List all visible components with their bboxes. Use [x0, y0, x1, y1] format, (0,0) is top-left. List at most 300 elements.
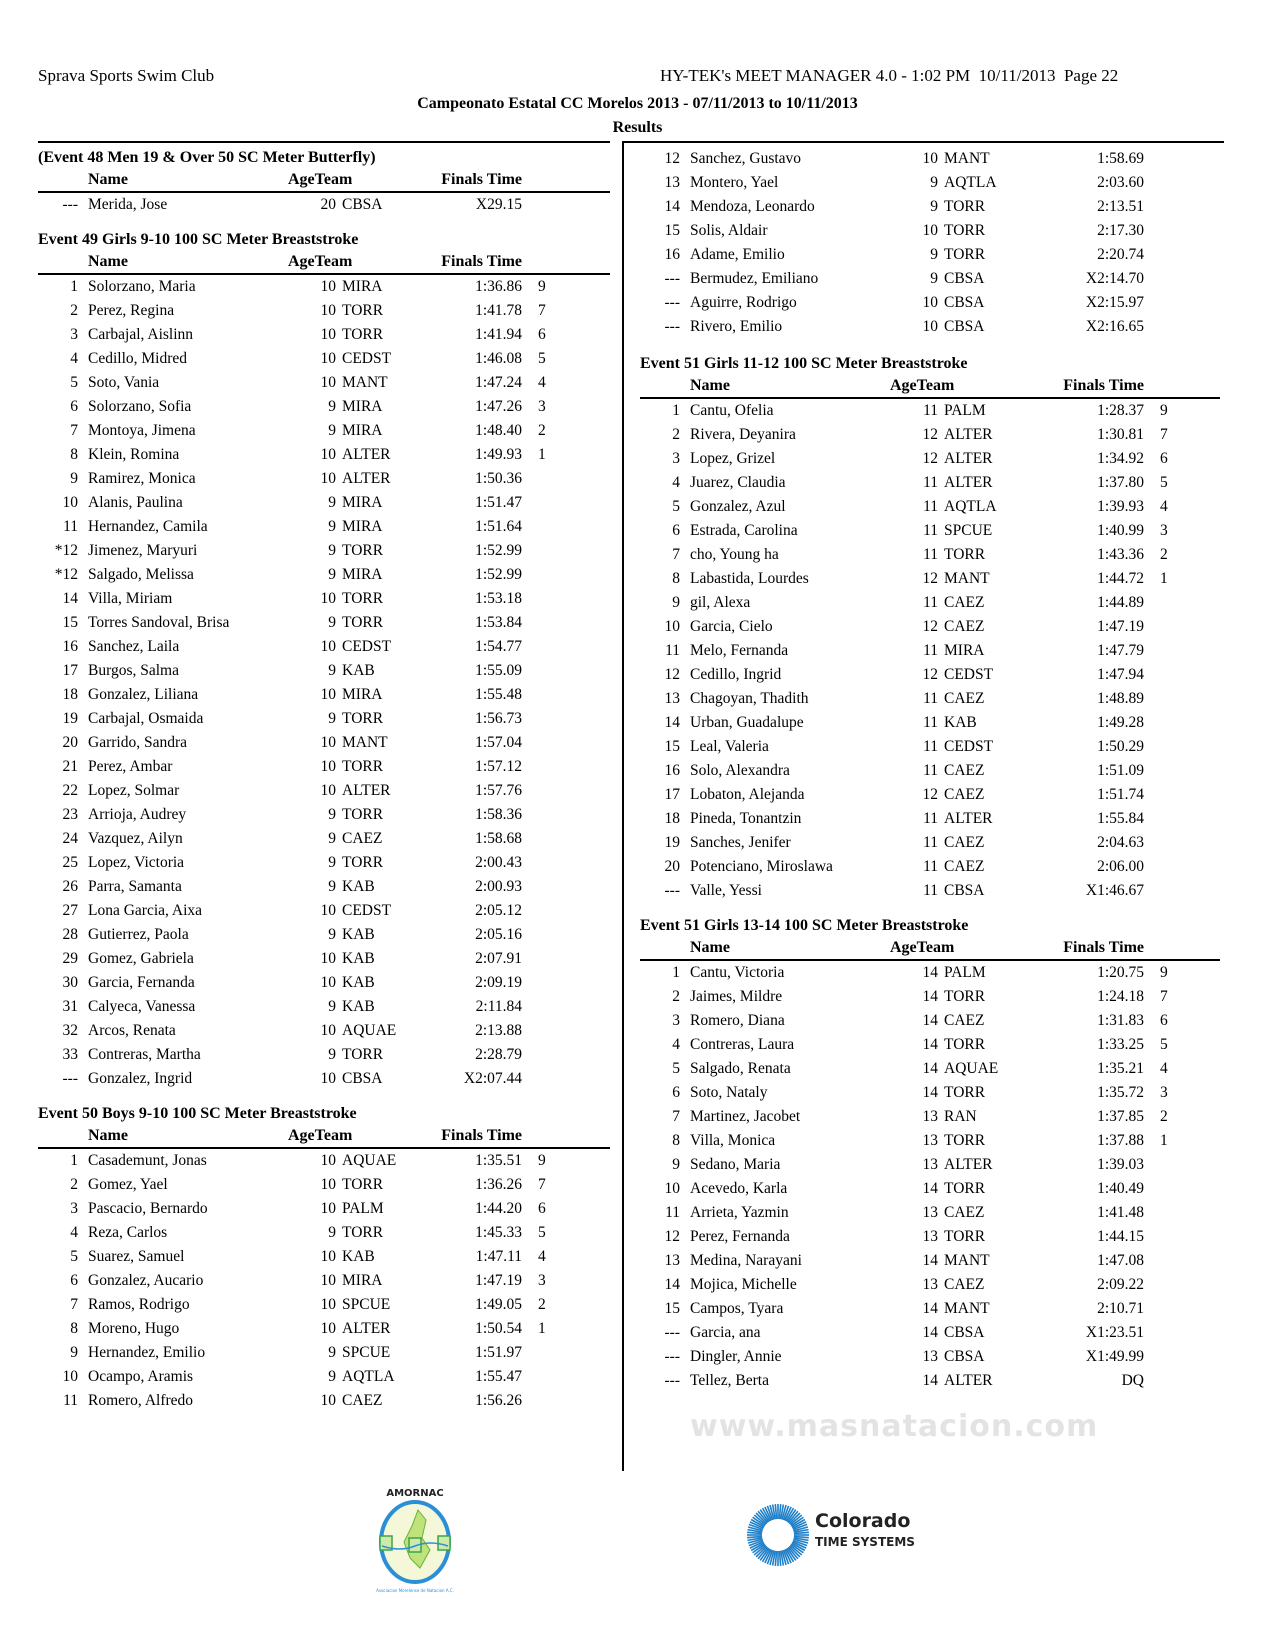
header-finals-time: Finals Time: [441, 253, 522, 270]
age: 10: [320, 470, 336, 487]
points: 4: [538, 1248, 546, 1265]
swimmer-name: Vazquez, Ailyn: [88, 830, 183, 847]
points: [1160, 879, 1184, 903]
swimmer-name: Torres Sandoval, Brisa: [88, 614, 230, 631]
result-row: [640, 315, 1220, 339]
age: 10: [320, 734, 336, 751]
age: 13: [922, 1276, 938, 1293]
team: CAEZ: [944, 858, 985, 875]
team: TORR: [342, 1176, 384, 1193]
age: 11: [923, 858, 938, 875]
age: 10: [320, 278, 336, 295]
age: 12: [922, 666, 938, 683]
team: TORR: [342, 806, 384, 823]
result-row: [38, 1043, 610, 1067]
place: 15: [664, 222, 680, 239]
team: TORR: [944, 198, 986, 215]
result-row: [38, 1067, 610, 1091]
finals-time: 1:44.15: [1097, 1228, 1144, 1245]
team: TORR: [944, 1132, 986, 1149]
points: 6: [1160, 450, 1168, 467]
team: ALTER: [944, 426, 993, 443]
finals-time: DQ: [1121, 1372, 1144, 1389]
points: 6: [538, 1200, 546, 1217]
swimmer-name: Pineda, Tonantzin: [690, 810, 802, 827]
finals-time: 1:40.99: [1097, 522, 1144, 539]
team: CBSA: [944, 882, 985, 899]
finals-time: 1:55.09: [475, 662, 522, 679]
age: 11: [923, 738, 938, 755]
place: ---: [62, 196, 78, 213]
age: 12: [922, 570, 938, 587]
points: [538, 755, 562, 779]
finals-time: 1:47.26: [475, 398, 522, 415]
finals-time: X1:49.99: [1085, 1348, 1144, 1365]
points: [538, 779, 562, 803]
swimmer-name: Labastida, Lourdes: [690, 570, 809, 587]
result-row: [38, 755, 610, 779]
age: 14: [922, 1036, 938, 1053]
finals-time: 1:46.08: [475, 350, 522, 367]
age: 10: [922, 150, 938, 167]
finals-time: 1:52.99: [475, 566, 522, 583]
age: 9: [328, 566, 336, 583]
points: 1: [538, 446, 546, 463]
team: SPCUE: [342, 1344, 391, 1361]
finals-time: 1:34.92: [1097, 450, 1144, 467]
age: 11: [923, 522, 938, 539]
header-ageteam: AgeTeam: [890, 939, 955, 956]
finals-time: 1:49.93: [475, 446, 522, 463]
points: 1: [1160, 1132, 1168, 1149]
place: 4: [672, 1036, 680, 1053]
place: 2: [70, 1176, 78, 1193]
team: KAB: [342, 878, 375, 895]
points: [1160, 291, 1184, 315]
points: 6: [538, 326, 546, 343]
swimmer-name: Campos, Tyara: [690, 1300, 784, 1317]
swimmer-name: Merida, Jose: [88, 196, 168, 213]
swimmer-name: Martinez, Jacobet: [690, 1108, 801, 1125]
swimmer-name: Chagoyan, Thadith: [690, 690, 809, 707]
points: 6: [1160, 1012, 1168, 1029]
result-row: [38, 299, 610, 323]
age: 13: [922, 1204, 938, 1221]
finals-time: 1:50.36: [475, 470, 522, 487]
place: 6: [70, 1272, 78, 1289]
age: 11: [923, 546, 938, 563]
points: [1160, 711, 1184, 735]
points: 7: [538, 302, 546, 319]
points: 3: [1160, 1084, 1168, 1101]
place: 7: [70, 422, 78, 439]
finals-time: 1:51.47: [475, 494, 522, 511]
age: 11: [923, 834, 938, 851]
result-row: [38, 491, 610, 515]
swimmer-name: Juarez, Claudia: [690, 474, 786, 491]
finals-time: 1:48.89: [1097, 690, 1144, 707]
result-row: [38, 659, 610, 683]
result-row: [640, 267, 1220, 291]
swimmer-name: Jaimes, Mildre: [690, 988, 783, 1005]
team: CAEZ: [944, 762, 985, 779]
place: 23: [62, 806, 78, 823]
column-header: [38, 1125, 610, 1149]
place: 27: [62, 902, 78, 919]
points: [538, 587, 562, 611]
swimmer-name: Contreras, Martha: [88, 1046, 201, 1063]
finals-time: 1:24.18: [1097, 988, 1144, 1005]
swimmer-name: Montero, Yael: [690, 174, 779, 191]
place: 11: [665, 642, 680, 659]
place: 31: [62, 998, 78, 1015]
team: MANT: [944, 570, 990, 587]
column-header: [38, 251, 610, 275]
result-row: [38, 323, 610, 347]
age: 13: [922, 1228, 938, 1245]
team: ALTER: [944, 450, 993, 467]
result-row: [640, 711, 1220, 735]
finals-time: 1:55.48: [475, 686, 522, 703]
finals-time: 1:51.09: [1097, 762, 1144, 779]
finals-time: 1:57.12: [475, 758, 522, 775]
age: 9: [328, 1046, 336, 1063]
team: TORR: [342, 326, 384, 343]
team: MIRA: [342, 518, 383, 535]
points: [538, 731, 562, 755]
place: 24: [62, 830, 78, 847]
age: 11: [923, 762, 938, 779]
age: 10: [320, 758, 336, 775]
result-row: [38, 1293, 610, 1317]
team: CBSA: [944, 1348, 985, 1365]
swimmer-name: Gomez, Gabriela: [88, 950, 194, 967]
place: ---: [664, 294, 680, 311]
team: CBSA: [944, 270, 985, 287]
result-row: [38, 971, 610, 995]
finals-time: 1:35.51: [475, 1152, 522, 1169]
sunburst-icon: [745, 1490, 811, 1580]
team: TORR: [944, 1084, 986, 1101]
left-column: [38, 147, 610, 1425]
swimmer-name: Garrido, Sandra: [88, 734, 187, 751]
place: 29: [62, 950, 78, 967]
swimmer-name: Sanchez, Laila: [88, 638, 180, 655]
place: 10: [664, 1180, 680, 1197]
swimmer-name: Rivera, Deyanira: [690, 426, 796, 443]
result-row: [640, 195, 1220, 219]
team: TORR: [342, 1224, 384, 1241]
team: CAEZ: [342, 1392, 383, 1409]
place: 12: [664, 150, 680, 167]
place: 15: [62, 614, 78, 631]
team: CEDST: [342, 638, 392, 655]
age: 10: [320, 1392, 336, 1409]
place: ---: [664, 1348, 680, 1365]
place: 6: [672, 522, 680, 539]
place: 17: [664, 786, 680, 803]
place: 32: [62, 1022, 78, 1039]
finals-time: 1:56.73: [475, 710, 522, 727]
finals-time: 2:17.30: [1097, 222, 1144, 239]
place: 2: [672, 426, 680, 443]
event-section: [38, 229, 610, 1091]
team: MIRA: [342, 398, 383, 415]
place: 16: [664, 246, 680, 263]
age: 9: [328, 1344, 336, 1361]
finals-time: 1:56.26: [475, 1392, 522, 1409]
swimmer-name: Moreno, Hugo: [88, 1320, 180, 1337]
header-name: Name: [88, 171, 128, 188]
age: 10: [320, 446, 336, 463]
place: 11: [665, 1204, 680, 1221]
top-rule-right: [624, 141, 1224, 143]
finals-time: 1:30.81: [1097, 426, 1144, 443]
finals-time: X1:23.51: [1085, 1324, 1144, 1341]
age: 9: [328, 854, 336, 871]
points: [1160, 1249, 1184, 1273]
result-row: [640, 567, 1220, 591]
swimmer-name: Melo, Fernanda: [690, 642, 789, 659]
team: MIRA: [342, 566, 383, 583]
finals-time: 1:53.84: [475, 614, 522, 631]
result-row: [38, 1245, 610, 1269]
finals-time: X2:16.65: [1085, 318, 1144, 335]
age: 9: [328, 662, 336, 679]
points: [538, 947, 562, 971]
finals-time: 1:44.20: [475, 1200, 522, 1217]
age: 10: [320, 686, 336, 703]
age: 11: [923, 642, 938, 659]
age: 9: [328, 998, 336, 1015]
amornac-label: AMORNAC: [386, 1488, 444, 1499]
team: MANT: [944, 1252, 990, 1269]
header-finals-time: Finals Time: [1063, 377, 1144, 394]
swimmer-name: Sanchez, Gustavo: [690, 150, 802, 167]
team: KAB: [342, 926, 375, 943]
result-row: [640, 783, 1220, 807]
team: ALTER: [944, 810, 993, 827]
swimmer-name: Gonzalez, Ingrid: [88, 1070, 193, 1087]
results-label: Results: [612, 119, 663, 136]
place: 33: [62, 1046, 78, 1063]
swimmer-name: Hernandez, Camila: [88, 518, 208, 535]
swimmer-name: Soto, Vania: [88, 374, 160, 391]
team: PALM: [342, 1200, 384, 1217]
result-row: [640, 1273, 1220, 1297]
finals-time: 1:37.85: [1097, 1108, 1144, 1125]
swimmer-name: Perez, Regina: [88, 302, 175, 319]
finals-time: X2:15.97: [1085, 294, 1144, 311]
finals-time: 2:05.12: [475, 902, 522, 919]
swimmer-name: Alanis, Paulina: [88, 494, 183, 511]
result-row: [38, 1341, 610, 1365]
place: 7: [70, 1296, 78, 1313]
age: 10: [320, 950, 336, 967]
finals-time: 1:40.49: [1097, 1180, 1144, 1197]
finals-time: 1:37.88: [1097, 1132, 1144, 1149]
swimmer-name: Ramos, Rodrigo: [88, 1296, 190, 1313]
swimmer-name: Lopez, Victoria: [88, 854, 185, 871]
age: 14: [922, 1060, 938, 1077]
points: 1: [1160, 570, 1168, 587]
place: 1: [672, 402, 680, 419]
points: [538, 899, 562, 923]
team: MIRA: [342, 1272, 383, 1289]
age: 14: [922, 1324, 938, 1341]
team: MANT: [944, 150, 990, 167]
result-row: [38, 923, 610, 947]
team: TORR: [944, 1036, 986, 1053]
result-row: [38, 611, 610, 635]
place: 17: [62, 662, 78, 679]
swimmer-name: Arrieta, Yazmin: [690, 1204, 789, 1221]
finals-time: 2:06.00: [1097, 858, 1144, 875]
place: 4: [70, 350, 78, 367]
points: 7: [1160, 426, 1168, 443]
place: ---: [664, 882, 680, 899]
finals-time: 1:47.94: [1097, 666, 1144, 683]
points: 2: [1160, 546, 1168, 563]
points: [1160, 615, 1184, 639]
place: 14: [664, 1276, 680, 1293]
age: 11: [923, 402, 938, 419]
swimmer-name: Acevedo, Karla: [690, 1180, 788, 1197]
result-row: [640, 1033, 1220, 1057]
swimmer-name: Villa, Monica: [690, 1132, 776, 1149]
place: ---: [62, 1070, 78, 1087]
header-name: Name: [88, 1127, 128, 1144]
age: 14: [922, 1180, 938, 1197]
column-header: [38, 169, 610, 193]
age: 20: [320, 196, 336, 213]
place: 5: [672, 1060, 680, 1077]
software-header: HY-TEK's MEET MANAGER 4.0 - 1:02 PM 10/11/2013 Page 22: [660, 66, 1119, 85]
event-title: Event 51 Girls 13-14 100 SC Meter Breaststroke: [640, 917, 969, 934]
result-row: [640, 639, 1220, 663]
team: PALM: [944, 402, 986, 419]
swimmer-name: Estrada, Carolina: [690, 522, 798, 539]
age: 10: [320, 1200, 336, 1217]
points: 3: [1160, 522, 1168, 539]
swimmer-name: Leal, Valeria: [690, 738, 769, 755]
result-row: [640, 219, 1220, 243]
result-row: [640, 1057, 1220, 1081]
place: 15: [664, 1300, 680, 1317]
swimmer-name: Potenciano, Miroslawa: [690, 858, 833, 875]
finals-time: 1:33.25: [1097, 1036, 1144, 1053]
points: 7: [1160, 988, 1168, 1005]
age: 11: [923, 474, 938, 491]
team: TORR: [944, 222, 986, 239]
place: 6: [672, 1084, 680, 1101]
result-row: [38, 947, 610, 971]
watermark: www.masnatacion.com: [690, 1409, 1099, 1444]
place: 16: [664, 762, 680, 779]
result-row: [38, 1019, 610, 1043]
points: 9: [1160, 402, 1168, 419]
result-row: [38, 731, 610, 755]
header-finals-time: Finals Time: [441, 171, 522, 188]
place: 1: [70, 278, 78, 295]
age: 10: [320, 1272, 336, 1289]
age: 9: [328, 806, 336, 823]
event-title: Event 50 Boys 9-10 100 SC Meter Breaststroke: [38, 1105, 357, 1122]
place: 8: [672, 1132, 680, 1149]
points: 9: [1160, 964, 1168, 981]
age: 10: [320, 326, 336, 343]
points: [1160, 1297, 1184, 1321]
place: 7: [672, 1108, 680, 1125]
age: 10: [320, 782, 336, 799]
swimmer-name: Solorzano, Maria: [88, 278, 196, 295]
age: 11: [923, 714, 938, 731]
age: 9: [328, 878, 336, 895]
age: 14: [922, 1084, 938, 1101]
age: 12: [922, 426, 938, 443]
result-row: [640, 243, 1220, 267]
age: 10: [320, 374, 336, 391]
place: 1: [70, 1152, 78, 1169]
place: 8: [672, 570, 680, 587]
place: 13: [664, 1252, 680, 1269]
points: [1160, 807, 1184, 831]
place: 14: [664, 198, 680, 215]
points: [1160, 195, 1184, 219]
team: KAB: [342, 1248, 375, 1265]
swimmer-name: Sedano, Maria: [690, 1156, 781, 1173]
points: 9: [538, 1152, 546, 1169]
finals-time: 1:57.76: [475, 782, 522, 799]
result-row: [38, 899, 610, 923]
team: MANT: [944, 1300, 990, 1317]
team: CEDST: [342, 902, 392, 919]
place: 18: [62, 686, 78, 703]
team: CAEZ: [944, 1012, 985, 1029]
age: 13: [922, 1348, 938, 1365]
points: 3: [538, 1272, 546, 1289]
age: 12: [922, 618, 938, 635]
header-finals-time: Finals Time: [1063, 939, 1144, 956]
swimmer-name: Jimenez, Maryuri: [88, 542, 198, 559]
points: [538, 827, 562, 851]
finals-time: 1:51.97: [475, 1344, 522, 1361]
place: 14: [664, 714, 680, 731]
points: 4: [1160, 1060, 1168, 1077]
team: ALTER: [342, 782, 391, 799]
place: 5: [672, 498, 680, 515]
team: TORR: [342, 1046, 384, 1063]
result-row: [38, 683, 610, 707]
result-row: [38, 1365, 610, 1389]
result-row: [640, 495, 1220, 519]
swimmer-name: cho, Young ha: [690, 546, 779, 563]
right-column: [640, 147, 1220, 1405]
swimmer-name: Carbajal, Osmaida: [88, 710, 204, 727]
age: 10: [320, 1070, 336, 1087]
place: 2: [70, 302, 78, 319]
result-row: [640, 591, 1220, 615]
event-section: [640, 915, 1220, 1393]
points: [538, 1389, 562, 1413]
result-row: [640, 1009, 1220, 1033]
swimmer-name: Lopez, Solmar: [88, 782, 180, 799]
swimmer-name: Suarez, Samuel: [88, 1248, 185, 1265]
amornac-logo: [360, 1480, 470, 1595]
place: 3: [672, 1012, 680, 1029]
finals-time: 1:39.93: [1097, 498, 1144, 515]
result-row: [38, 515, 610, 539]
